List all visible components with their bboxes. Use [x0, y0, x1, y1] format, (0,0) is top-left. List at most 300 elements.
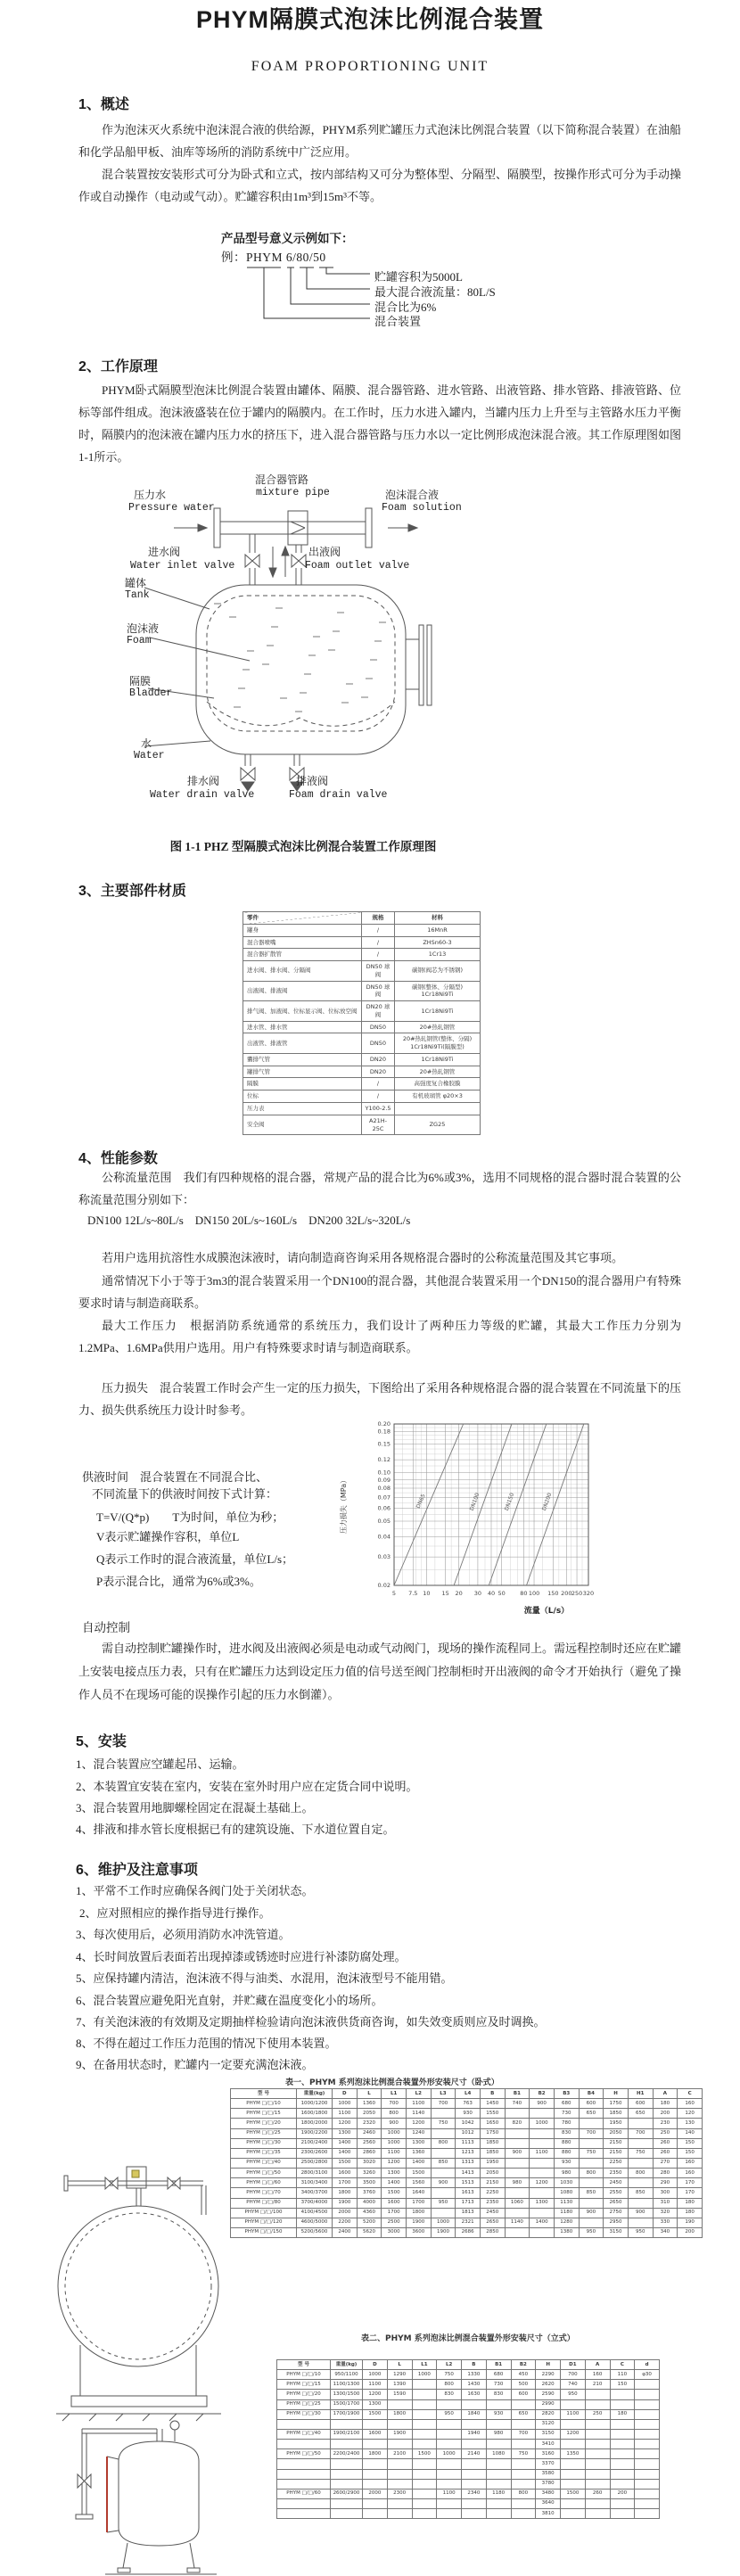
table-row: [277, 2469, 660, 2479]
table-cell: 1613: [456, 2188, 481, 2198]
table-cell: 2290: [536, 2370, 561, 2380]
x-tick-label: 40: [487, 1590, 496, 1597]
table-cell: [395, 1103, 481, 1115]
x-tick-label: 10: [423, 1590, 431, 1597]
table-cell: 1130: [554, 2198, 579, 2208]
table-cell: 1080: [486, 2449, 511, 2459]
table-cell: PHYM □/□/25: [231, 2128, 297, 2138]
table-cell: [585, 2440, 610, 2449]
table-cell: 750: [579, 2148, 604, 2158]
table-cell: 高强度复合橡胶膜: [395, 1078, 481, 1090]
table-cell: PHYM □/□/10: [231, 2099, 297, 2109]
table-cell: [363, 2419, 388, 2429]
section-1-paragraph-2: 混合装置按安装形式可分为卧式和立式，按内部结构又可分为整体型、分隔型、隔膜型，按操作形式可分为手动操作或自动操作（电动或气动）。贮罐容积由1m³到15m³不等。: [78, 168, 682, 203]
table-cell: 进水管、排水管: [243, 1021, 362, 1033]
table-cell: 1640: [406, 2188, 431, 2198]
y-tick-label: 0.08: [377, 1485, 391, 1493]
table-cell: 2750: [604, 2208, 629, 2218]
table-cell: 1300: [363, 2399, 388, 2409]
column-header: 重量(kg): [331, 2360, 363, 2370]
table-row: [277, 2449, 660, 2459]
table-cell: 2150: [604, 2148, 629, 2158]
table-cell: [585, 2469, 610, 2479]
table-cell: [610, 2429, 635, 2439]
table-cell: 1313: [456, 2158, 481, 2168]
table-cell: 750: [437, 2370, 462, 2380]
table-cell: 1600: [382, 2198, 407, 2208]
y-tick-label: 0.18: [377, 1428, 391, 1436]
table-cell: 1042: [456, 2119, 481, 2128]
table-cell: 1000: [382, 2138, 407, 2148]
table-cell: 900: [579, 2208, 604, 2218]
table-cell: [561, 2440, 586, 2449]
vertical-unit-drawing: [52, 2407, 239, 2576]
table-cell: [363, 2469, 388, 2479]
x-axis-label: 流量（L/s）: [523, 1607, 570, 1616]
table-cell: /: [362, 924, 395, 936]
table-cell: 120: [678, 2109, 703, 2119]
table-row: [243, 981, 481, 1001]
table-row: [243, 924, 481, 936]
column-header: B: [462, 2360, 487, 2370]
table-cell: 罐身: [243, 924, 362, 936]
table-cell: 1100: [437, 2489, 462, 2498]
table-cell: 1Cr13: [395, 949, 481, 961]
table-cell: 1000/1200: [297, 2099, 333, 2109]
figure-1-1-schematic: [125, 468, 446, 798]
table-row: [231, 2169, 703, 2178]
table-cell: 1800: [363, 2449, 388, 2459]
table-row: [277, 2429, 660, 2439]
table-row: [243, 936, 481, 949]
label-bladder-en: Bladder: [129, 687, 173, 699]
table-cell: 1030: [554, 2178, 579, 2188]
table-row: [277, 2479, 660, 2489]
table-cell: [530, 2109, 555, 2119]
table-cell: ZHSn60-3: [395, 936, 481, 949]
supply-time-line-5: Q表示工作时的混合液流量，单位L/s；: [96, 1552, 294, 1566]
table-cell: 3260: [357, 2169, 382, 2178]
table-cell: [486, 2419, 511, 2429]
section-2-heading: 2、工作原理: [78, 359, 158, 374]
table-cell: 1500: [561, 2489, 586, 2498]
table-cell: 950: [437, 2409, 462, 2419]
table-cell: 5200/5600: [297, 2227, 333, 2237]
nominal-flow-values: DN100 12L/s~80L/s DN150 20L/s~160L/s DN200 32L/s~320L/s: [87, 1214, 411, 1227]
table-cell: 1280: [554, 2218, 579, 2227]
label-foam-outlet-valve-en: Foam outlet valve: [305, 560, 410, 572]
table-cell: 190: [678, 2218, 703, 2227]
table-cell: 1180: [486, 2489, 511, 2498]
table-cell: [486, 2440, 511, 2449]
table-cell: 1060: [505, 2198, 530, 2208]
table-cell: [610, 2449, 635, 2459]
table-cell: 900: [628, 2208, 653, 2218]
table-cell: [628, 2198, 653, 2208]
table-cell: [277, 2479, 331, 2489]
label-water-drain-valve-cn: 排水阀: [187, 775, 220, 787]
table-row: [231, 2128, 703, 2138]
table-cell: [511, 2509, 536, 2519]
table-cell: [511, 2419, 536, 2429]
column-header: D1: [561, 2360, 586, 2370]
section-4-heading: 4、性能参数: [78, 1151, 158, 1166]
table-cell: [412, 2419, 437, 2429]
table-row: [231, 2178, 703, 2188]
y-tick-label: 0.05: [377, 1517, 391, 1525]
table-cell: 900: [431, 2178, 456, 2188]
y-tick-label: 0.07: [377, 1494, 391, 1502]
table-cell: [431, 2128, 456, 2138]
table-cell: PHYM □/□/120: [231, 2218, 297, 2227]
table-cell: 2100/2400: [297, 2138, 333, 2148]
table-cell: [437, 2509, 462, 2519]
label-water-cn: 水: [141, 737, 152, 750]
table-cell: [585, 2419, 610, 2429]
column-header: 型 号: [231, 2089, 297, 2099]
table-cell: [462, 2509, 487, 2519]
table-row: [277, 2459, 660, 2469]
table-cell: [579, 2198, 604, 2208]
table-cell: 1500: [333, 2158, 358, 2168]
table-cell: 1380: [554, 2227, 579, 2237]
table-cell: [431, 2169, 456, 2178]
table-cell: [363, 2509, 388, 2519]
table-cell: 1850: [480, 2148, 505, 2158]
table-cell: 700: [628, 2128, 653, 2138]
table-cell: 930: [554, 2158, 579, 2168]
series-line-DN200: [527, 1424, 584, 1585]
table-cell: 1300: [406, 2138, 431, 2148]
column-header: H1: [628, 2089, 653, 2099]
table-cell: DN20: [362, 1066, 395, 1078]
table-cell: /: [362, 949, 395, 961]
column-header: B1: [505, 2089, 530, 2099]
table-cell: [505, 2208, 530, 2218]
table-row: [231, 2188, 703, 2198]
section-1-heading: 1、概述: [78, 97, 129, 112]
table-cell: 1000: [431, 2218, 456, 2227]
table-cell: 1950: [604, 2119, 629, 2128]
table-cell: 2820: [536, 2409, 561, 2419]
table-row: [231, 2198, 703, 2208]
table-cell: 1290: [387, 2370, 412, 2380]
table-cell: [585, 2390, 610, 2399]
install-item-1: 1、混合装置应空罐起吊、运输。: [76, 1757, 244, 1771]
label-foam-drain-valve-en: Foam drain valve: [289, 789, 388, 801]
table-cell: [387, 2419, 412, 2429]
table-cell: 800: [579, 2169, 604, 2178]
section-2-paragraph: PHYM卧式隔膜型泡沫比例混合装置由罐体、隔膜、混合器管路、进水管路、出液管路、排水管路、排液管路、位标等部件组成。泡沫液盛装在位于罐内的隔膜内。在工作时，压力水进入罐内，当罐内压力上升至与主管路水压力平衡时，隔膜内的泡沫液在罐内压力水的挤压下，进入混合器管路与压力水以一定比例形成泡沫混合液。其工作原理图如图1-1所示。: [78, 383, 682, 464]
table-cell: 1000: [530, 2119, 555, 2128]
table-2-caption: 表二、PHYM 系列泡沫比例混合装置外形安装尺寸（立式）: [361, 2334, 575, 2343]
table-cell: [561, 2419, 586, 2429]
table-cell: φ30: [635, 2370, 660, 2380]
table-cell: 650: [628, 2109, 653, 2119]
table-cell: 150: [678, 2148, 703, 2158]
table-cell: 20#热轧钢管: [395, 1021, 481, 1033]
table-cell: 3120: [536, 2419, 561, 2429]
table-cell: [277, 2419, 331, 2429]
table-cell: 2320: [357, 2119, 382, 2128]
table-cell: 2050: [604, 2128, 629, 2138]
table-row: [277, 2489, 660, 2498]
table-cell: 1800: [387, 2409, 412, 2419]
table-cell: [530, 2169, 555, 2178]
table-cell: [579, 2119, 604, 2128]
table-cell: [486, 2459, 511, 2469]
table-cell: [628, 2138, 653, 2148]
table-cell: [412, 2409, 437, 2419]
table-cell: [511, 2498, 536, 2508]
table-cell: 2321: [456, 2218, 481, 2227]
table-cell: PHYM □/□/35: [231, 2148, 297, 2158]
table-cell: 囊排气管: [243, 1053, 362, 1066]
table-cell: [530, 2188, 555, 2198]
table-cell: [277, 2498, 331, 2508]
table-cell: [387, 2440, 412, 2449]
dimensions-table-horizontal: [230, 2088, 703, 2238]
table-cell: [437, 2498, 462, 2508]
table-cell: [579, 2178, 604, 2188]
series-label-DN200: DN200: [540, 1492, 554, 1512]
table-cell: [635, 2380, 660, 2390]
table-cell: 1950: [480, 2158, 505, 2168]
table-row: [277, 2419, 660, 2429]
table-cell: 830: [554, 2128, 579, 2138]
column-header: L2: [437, 2360, 462, 2370]
table-row: [231, 2148, 703, 2158]
table-cell: [511, 2469, 536, 2479]
table-row: [231, 2158, 703, 2168]
table-cell: PHYM □/□/15: [231, 2109, 297, 2119]
table-cell: 110: [610, 2370, 635, 2380]
table-cell: PHYM □/□/30: [231, 2138, 297, 2148]
table-cell: PHYM □/□/25: [277, 2399, 331, 2409]
table-cell: 1360: [357, 2099, 382, 2109]
x-tick-label: 80: [520, 1590, 528, 1597]
series-line-DN100: [454, 1424, 512, 1585]
column-header: D: [333, 2089, 358, 2099]
table-cell: 1330: [462, 2370, 487, 2380]
table-cell: [585, 2479, 610, 2489]
table-cell: 1100: [530, 2148, 555, 2158]
table-cell: [635, 2409, 660, 2419]
flow-range-paragraph: 公称流量范围 我们有四种规格的混合器，常规产品的混合比为6%或3%，选用不同规格的混合器时混合装置的公称流量范围分别如下：: [78, 1171, 681, 1206]
table-cell: [363, 2479, 388, 2489]
column-header: A: [585, 2360, 610, 2370]
table-cell: [486, 2399, 511, 2409]
table-row: [243, 1078, 481, 1090]
table-cell: 160: [585, 2370, 610, 2380]
table-cell: 2200: [333, 2218, 358, 2227]
maintenance-item-2: 2、应对照相应的操作指导进行操作。: [79, 1906, 271, 1920]
table-cell: 1500: [412, 2449, 437, 2459]
table-cell: 2050: [480, 2169, 505, 2178]
table-cell: 1713: [456, 2198, 481, 2208]
label-pressure-water-en: Pressure water: [128, 502, 215, 514]
table-cell: 880: [554, 2138, 579, 2148]
table-cell: 隔膜: [243, 1078, 362, 1090]
series-label-DN65: DN65: [415, 1493, 427, 1510]
series-label-DN150: DN150: [503, 1492, 516, 1512]
table-cell: 1750: [604, 2099, 629, 2109]
table-cell: PHYM □/□/100: [231, 2208, 297, 2218]
table-cell: 1200: [333, 2119, 358, 2128]
table-row: [243, 1115, 481, 1135]
table-cell: 250: [653, 2128, 678, 2138]
table-cell: 750: [431, 2119, 456, 2128]
table-cell: 180: [678, 2198, 703, 2208]
table-cell: 2450: [604, 2178, 629, 2188]
column-header: B: [480, 2089, 505, 2099]
table-cell: 1300: [382, 2169, 407, 2178]
table-cell: 200: [610, 2489, 635, 2498]
y-tick-label: 0.04: [377, 1533, 391, 1541]
table-cell: [437, 2440, 462, 2449]
table-cell: 320: [653, 2208, 678, 2218]
table-cell: 3410: [536, 2440, 561, 2449]
table-cell: PHYM □/□/15: [277, 2380, 331, 2390]
table-cell: [462, 2459, 487, 2469]
table-cell: [462, 2440, 487, 2449]
label-foam-en: Foam: [127, 635, 152, 646]
table-cell: PHYM □/□/50: [277, 2449, 331, 2459]
table-cell: [437, 2429, 462, 2439]
table-cell: 2590: [536, 2390, 561, 2399]
table-cell: 900: [382, 2119, 407, 2128]
table-cell: 2600/2900: [331, 2489, 363, 2498]
column-header: L4: [456, 2089, 481, 2099]
table-cell: [486, 2509, 511, 2519]
column-header: d: [635, 2360, 660, 2370]
table-row: [231, 2138, 703, 2148]
table-cell: 4100/4500: [297, 2208, 333, 2218]
maintenance-item-9: 9、在备用状态时，贮罐内一定要充满泡沫液。: [76, 2058, 314, 2071]
table-cell: 1513: [456, 2178, 481, 2188]
table-cell: [431, 2109, 456, 2119]
column-header: L1: [382, 2089, 407, 2099]
table-cell: [635, 2459, 660, 2469]
table-cell: 3500: [357, 2178, 382, 2188]
table-cell: 1600: [333, 2169, 358, 2178]
table-cell: 3760: [357, 2188, 382, 2198]
table-cell: [635, 2419, 660, 2429]
table-cell: 排气阀、加液阀、位标显示阀、位标放空阀: [243, 1001, 362, 1022]
table-cell: [585, 2449, 610, 2459]
table-cell: [462, 2469, 487, 2479]
table-cell: 340: [653, 2227, 678, 2237]
table-cell: [610, 2509, 635, 2519]
table-cell: [363, 2459, 388, 2469]
table-cell: 850: [628, 2188, 653, 2198]
table-cell: [530, 2128, 555, 2138]
table-cell: 3810: [536, 2509, 561, 2519]
table-cell: [412, 2509, 437, 2519]
table-cell: [431, 2208, 456, 2218]
foam-texture-dashes: [214, 604, 386, 712]
column-header: B2: [530, 2089, 555, 2099]
table-cell: [505, 2188, 530, 2198]
table-cell: 1400: [406, 2158, 431, 2168]
table-cell: 安全阀: [243, 1115, 362, 1135]
usual-config-paragraph: 通常情况下小于等于3m3的混合装置采用一个DN100的混合器，其他混合装置采用一个DN150的混合器用户有特殊要求时请与制造商联系。: [78, 1274, 681, 1310]
table-row: [243, 1053, 481, 1066]
table-row: [277, 2440, 660, 2449]
table-cell: PHYM □/□/150: [231, 2227, 297, 2237]
table-cell: 3150: [604, 2227, 629, 2237]
table-cell: 1000: [333, 2099, 358, 2109]
table-cell: DN20 球阀: [362, 1001, 395, 1022]
table-cell: [585, 2509, 610, 2519]
column-header: 规格: [362, 912, 395, 925]
table-cell: 290: [653, 2178, 678, 2188]
x-tick-label: 7.5: [408, 1590, 418, 1597]
table-cell: 2150: [604, 2138, 629, 2148]
table-cell: 1900: [333, 2198, 358, 2208]
model-annotation-volume: 贮罐容积为5000L: [374, 270, 463, 284]
table-cell: [505, 2128, 530, 2138]
table-cell: [437, 2399, 462, 2409]
table-cell: 1360: [406, 2148, 431, 2158]
table-cell: 有机玻璃管 φ20×3: [395, 1090, 481, 1103]
table-cell: 3600: [406, 2227, 431, 2237]
column-header: L1: [412, 2360, 437, 2370]
table-row: [243, 1021, 481, 1033]
table-cell: 3640: [536, 2498, 561, 2508]
table-cell: /: [362, 936, 395, 949]
x-tick-label: 5: [391, 1590, 397, 1597]
table-cell: 600: [511, 2390, 536, 2399]
afff-paragraph: 若用户选用抗溶性水成膜泡沫液时，请向制造商咨询采用各规格混合器时的公称流量范围及其它事项。: [102, 1251, 624, 1264]
table-cell: [635, 2399, 660, 2409]
table-row: [231, 2119, 703, 2128]
table-cell: ZG25: [395, 1115, 481, 1135]
label-bladder-cn: 隔膜: [129, 675, 152, 687]
table-cell: [387, 2399, 412, 2409]
column-header: B1: [486, 2360, 511, 2370]
table-cell: 450: [511, 2370, 536, 2380]
column-header: L: [357, 2089, 382, 2099]
table-cell: [561, 2399, 586, 2409]
table-cell: [628, 2218, 653, 2227]
column-header: A: [653, 2089, 678, 2099]
table-cell: [331, 2469, 363, 2479]
table-cell: 2500/2800: [297, 2158, 333, 2168]
table-cell: [610, 2479, 635, 2489]
horizontal-unit-drawing: [52, 2133, 226, 2423]
table-cell: 200: [653, 2109, 678, 2119]
table-cell: 230: [653, 2119, 678, 2128]
table-cell: 位标: [243, 1090, 362, 1103]
table-cell: [412, 2380, 437, 2390]
table-cell: 1000: [363, 2370, 388, 2380]
table-cell: 180: [610, 2409, 635, 2419]
supply-time-line-2: 不同流量下的供液时间按下式计算：: [92, 1487, 278, 1501]
label-water-en: Water: [134, 750, 165, 761]
supply-time-line-6: P表示混合比，通常为6%或3%。: [96, 1575, 261, 1588]
table-cell: DN50 球阀: [362, 961, 395, 982]
table-cell: [610, 2498, 635, 2508]
table-cell: /: [362, 1078, 395, 1090]
x-tick-label: 150: [547, 1590, 559, 1597]
table-row: [243, 1103, 481, 1115]
table-cell: 2100: [387, 2449, 412, 2459]
table-cell: [331, 2419, 363, 2429]
table-cell: 2450: [480, 2208, 505, 2218]
x-tick-label: 30: [473, 1590, 482, 1597]
table-cell: 1450: [480, 2099, 505, 2109]
